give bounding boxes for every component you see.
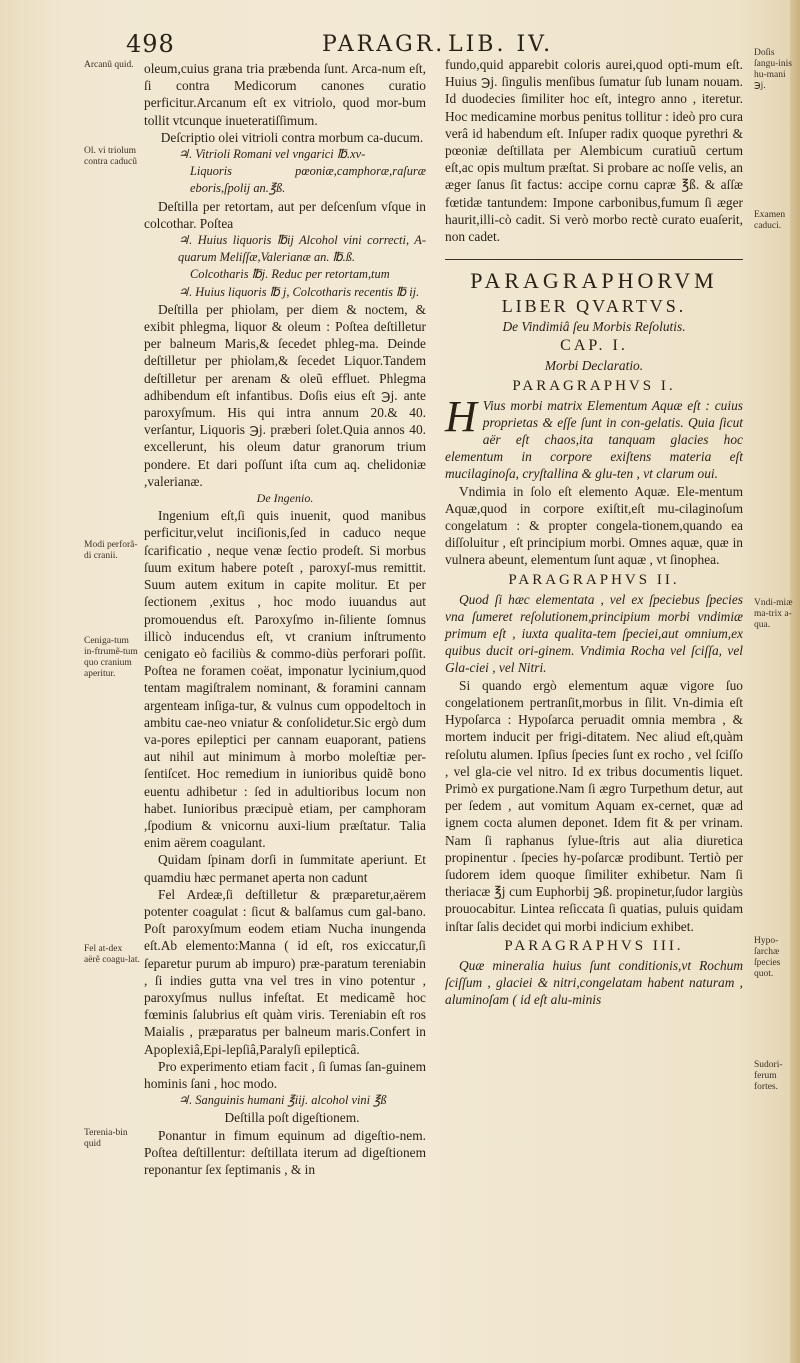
margin-note: Doſis ſangu-inis hu-mani ℈j.	[754, 48, 792, 91]
paragraph: Deſtilla per phiolam, per diem & noctem, & exibit phlegma, liquor & oleum : Poſtea deſtilletur per balneum Maris,& ſecedet phleg-ma. Deinde deſtilletur per phiolam,& ſecedet Liquor.Tandem deſtilletur per arenam & oleũ effluet. Phlegma adhibendum eſt infantibus. Doſis eius eſt ℈j. ante paroxyſmum. His qui intra annum 20.& 40. verſantur, Liquoris ℈j. præberi ſolet.Quia annos 40. excellerunt, his oleum datur granorum trium pondere. Et dari poſſunt iſta cum aq. chelidoniæ ,valerianæ.	[144, 301, 426, 489]
running-title-left: PARAGR.	[322, 32, 446, 57]
margin-note: Examen caduci.	[754, 210, 786, 231]
margin-note: Ol. vi triolum contra caducũ	[84, 146, 138, 167]
paragraph-heading: PARAGRAPHVS III.	[504, 937, 684, 954]
chapter-title: Morbi Declaratio.	[544, 358, 644, 374]
recipe-line: ♃. Vitrioli Romani vel vngarici ℔.xv-	[178, 147, 366, 162]
paragraph: Ponantur in fimum equinum ad digeſtio-nem. Poſtea deſtillentur: deſtillata iterum ad digeſtionem reponantur ſex ſeptimanis , & in	[144, 1127, 426, 1177]
page-edge	[790, 0, 800, 1363]
book-title: PARAGRAPHORVM	[470, 268, 718, 294]
margin-note: Vndi-miæ ma-trix a-qua.	[754, 598, 793, 630]
section-heading: De Ingenio.	[256, 491, 314, 506]
paragraph	[445, 391, 743, 483]
paragraph: Deſtilla poſt digeſtionem.	[224, 1110, 360, 1126]
paragraph: Quæ mineralia huius ſunt conditionis,vt Rochum ſciſſum , glaciei & nitri,congelatam habent naturam , aluminoſam ( id eſt alu-minis	[445, 957, 743, 1008]
left-column	[144, 60, 426, 1178]
liber-title: LIBER QVARTVS.	[501, 296, 687, 317]
margin-note: Ceniga-tum in-ftrumẽ-tum quo cranium aperitur.	[84, 636, 138, 679]
book-subtitle: De Vindimiâ ſeu Morbis Reſolutis.	[502, 319, 686, 335]
recipe-line: ♃. Huius liquoris ℔ j, Colcotharis recentis ℔ ij.	[178, 284, 420, 299]
margin-note: Arcanũ quid.	[84, 60, 134, 70]
section-heading: Deſcriptio olei vitrioli contra morbum ca-ducum.	[160, 129, 424, 145]
margin-note: Modi perforã-di cranii.	[84, 540, 138, 561]
recipe-line: Liquoris pœoniæ,camphoræ,raſuræ eboris,ſpolij an.℥ß.	[190, 164, 426, 196]
paragraph: Pro experimento etiam facit , ſi ſumas ſan-guinem hominis ſani , hoc modo.	[144, 1058, 426, 1091]
paragraph: oleum,cuius grana tria præbenda ſunt. Arca-num eſt, ſi contra Medicorum canones curatio perficitur.Arcanum eſt ex vitriolo, quod mor-bum tollit vtcunque inueteratiſſimum.	[144, 61, 426, 128]
margin-note: Hypo-ſarchæ ſpecies quot.	[754, 936, 781, 979]
paragraph: Si quando ergò elementum aquæ vigore ſuo congelationem pertranſit,morbus in ſilit. Vn-dimia eſt Hypoſarca : Hypoſarca peruadit omnia membra , & mortem inducit per frigi-ditatem. Nec aliud eſt,quàm reſolutu alumen. Ipſius ſpecies ſunt ex rocho , vel ſciſſo , vel gla-cie vel nitro. Id ex tribus documentis liquet. Primò ex purgatione.Nam ſi ægro Turpethum detur, aut per ſedem , aut vomitum Aquam ex-cernet, quæ ad ignem cocta alumen deponet. Idem fit & per vrinam. Nam ſi raphanus ſylue-ſtris aut alia diuretica propinentur . ſpecies hy-poſarcæ prodibunt. Tertiò per ſudorem idem quoque ſimiliter exhibetur. Nam ſi theriacæ ℥j cum Euphorbij ℈ß. propinetur,ſudor largiùs prouocabitur. Lintea reſiccata ſi quatias, puluis quidam inſtar ſalis decidet qui morbi indicium exhibet.	[445, 677, 743, 934]
section-rule	[445, 259, 743, 260]
chapter-heading: CAP. I.	[560, 337, 628, 355]
paragraph: Fel Ardeæ,ſi deſtilletur & præparetur,aërem potenter coagulat : ſicut & balſamus cum gal-bano. Poſt paroxyſmum eodem etiam Nucha inungenda eſt.Ab elemento:Manna ( id eſt, ros exiccatur,ſi ſeparetur purum ab impuro) præ-paratum tereniabin , ſi indies gutta vna vel tres in vino potentur , paroxyſmus nullus infeſtat. Et medicamẽ hoc fœminis ſalubrius eſt quàm viris. Tereniabin eſt ros Maialis , præparatus per balneum maris.Confert in Apoplexiâ,Epi-lepſiâ,Paralyſi epilepticâ.	[144, 886, 426, 1057]
recipe-line: ♃. Huius liquoris ℔ij Alcohol vini correcti, A-quarum Meliſſæ,Valerianæ an. ℔.ß.	[178, 233, 426, 265]
paragraph-heading: PARAGRAPHVS I.	[512, 377, 676, 394]
paragraph: Quod ſi hæc elementata , vel ex ſpeciebus ſpecies vna ſumeret reſolutionem,principium morbi vndimiæ primum eſt , iuxta qualita-tem ſpeciei,aut omnium,ex quibus ducit ori-ginem. Vndimia Rocha vel ſciſſa, vel Gla-ciei , vel Nitri.	[445, 591, 743, 676]
paragraph: fundo,quid apparebit coloris aurei,quod opti-mum eſt. Huius ℈j. ſingulis menſibus ſumatur ſub lunam nouam. Id duodecies ſimiliter hoc eſt, integro anno , iteretur. Hoc medicamine morbus penitus tollitur : ideò pro cura verâ id habendum eſt. Inſuper radix quoque pyrethri & pœoniæ deſtillata per Alembicum curatiuũ certum eſt,ac opis multum præſtat. Si probare ac noſſe velis, an æger ſanus ſit factus: accipe cornu capræ ℥ß. & aſſæ fœtidæ tantundem: Impone carbonibus,fumum ſi æger haurit,illi-cò cadit. Si verò morbo rectè curato euaſerit, non cadet.	[445, 57, 743, 245]
recipe-line: Colcotharis ℔j. Reduc per retortam,tum	[190, 267, 390, 282]
margin-note: Terenia-bin quid	[84, 1128, 128, 1149]
paragraph: Ingenium eſt,ſi quis inuenit, quod manibus perficitur,velut inciſionis,ſed in caduco neque ſcarificatio , neque venæ ſectio prodeſt. Si morbus ſuum exitum habere poteſt , paroxyſ-mus remittit. Suum autem exitum in capite molitur. Et per ſectionem ,exitus , hoc modo iuuandus aut promouendus eſt. Paroxyſmo in-ſiliente ſomnus illicò inducendus eſt, vt cranium inſtrumento cenigato eò faciliùs & commo-diùs perforari poſſit. Poſtea ne foramen coëat, imponatur lycinium,quod tentam magiſtralem nominant, & foramini cannam argenteam inſiga-tur, & vulnus cum oppodeltoch in ambitu cae-neo vniatur & conſolidetur.Sic ergò dum va-pores epileptici per cannam euaporant, patiens aut nihil aut minimum à morbo moleſtiæ per-ſentiſcet. Hoc remedium in iunioribus quidẽ bono euentu adhibetur : ſed in adultioribus locum non habet. Iunioribus præcipuè etiam, per camphoram ,ſpodium & vnicornu auxi-lium præſtatur. Talia enim aërem coagulant.	[144, 508, 426, 851]
paragraph: Quidam ſpinam dorſi in ſummitate aperiunt. Et quamdiu hæc permanet aperta non cadunt	[144, 852, 426, 885]
paragraph-text: Vius morbi matrix Elementum Aquæ eſt : cuius proprietas & eſſe ſunt in con-gelatis. Quia ſicut aër eſt chaos,ita tanquam glacies hoc elementum in corpore exiſtens materia eſt mucilaginoſa, cryſtallina & glu-ten , vt clarum oui.	[445, 397, 743, 482]
right-column	[445, 56, 743, 1008]
drop-cap: H	[445, 391, 477, 441]
running-title-right: LIB. IV.	[448, 32, 554, 57]
paragraph: Deſtilla per retortam, aut per deſcenſum vſque in colcothar. Poſtea	[144, 198, 426, 231]
recipe-line: ♃. Sanguinis humani ℥iij. alcohol vini ℥ß	[178, 1093, 387, 1108]
page-number: 498	[126, 30, 175, 58]
paragraph-heading: PARAGRAPHVS II.	[508, 571, 680, 588]
margin-note: Sudori-ferum fortes.	[754, 1060, 783, 1092]
paragraph: Vndimia in ſolo eſt elemento Aquæ. Ele-mentum Aquæ,quod in corpore exiſtit,eſt mu-cilaginoſum congelatum : & propter congela-tionem,quando ea diſſoluitur , eſt principium morbi. Omnes aquæ, quæ in vulnera abeunt, elementum ſunt aquæ , vt ſinophea.	[445, 483, 743, 568]
margin-note: Fel at-dex aërẽ coagu-lat.	[84, 944, 140, 965]
